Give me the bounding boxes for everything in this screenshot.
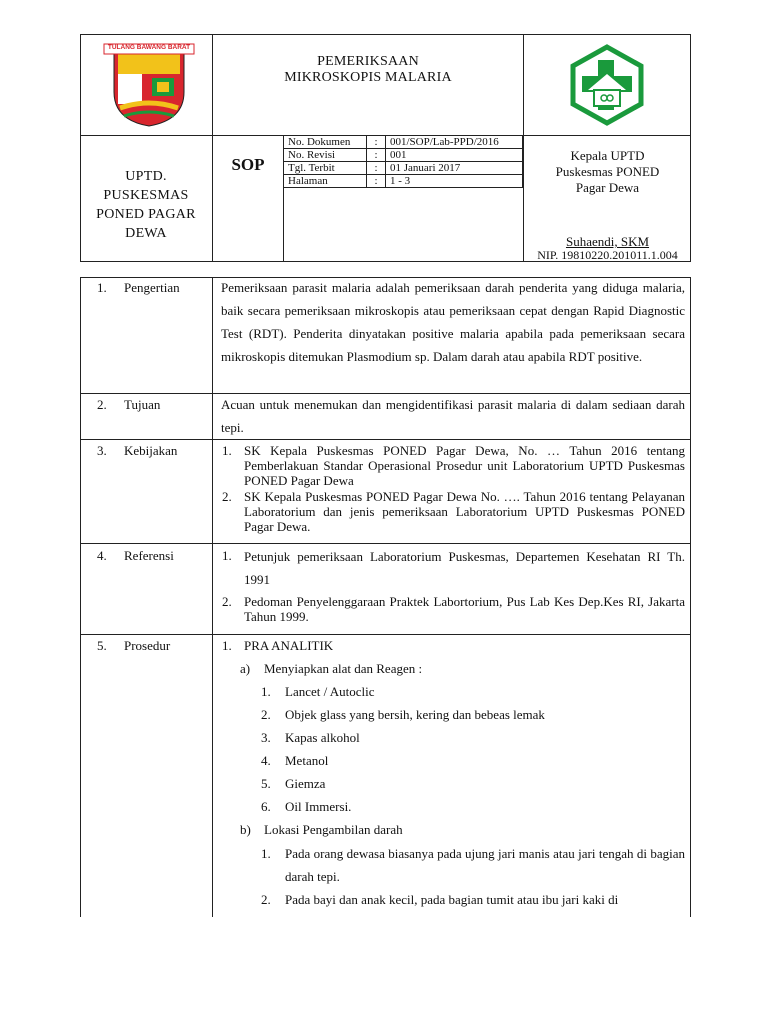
row-divider-4 (80, 634, 691, 635)
substep-letter: b) (240, 822, 251, 837)
signer-title-line1: Kepala UPTD (570, 148, 645, 163)
row-divider-3 (80, 543, 691, 544)
org-name-line3: PONED PAGAR (96, 207, 196, 222)
reagen-item: Metanol (285, 753, 329, 768)
list-item-number: 2. (222, 489, 232, 504)
meta-sep: : (367, 149, 386, 162)
list-item-number: 2. (261, 707, 271, 722)
list-item-number: 6. (261, 799, 271, 814)
meta-value: 01 Januari 2017 (386, 162, 523, 175)
meta-sep: : (367, 162, 386, 175)
meta-label: Tgl. Terbit (284, 162, 367, 175)
list-item-number: 4. (261, 753, 271, 768)
meta-row (284, 162, 523, 175)
puskesmas-logo (566, 44, 648, 126)
org-name-line4: DEWA (125, 226, 167, 241)
meta-row (284, 149, 523, 162)
section-number: 5. (97, 638, 107, 653)
signer-title-line3: Pagar Dewa (575, 180, 640, 195)
row-divider-2 (80, 439, 691, 440)
meta-row (284, 175, 523, 188)
signer-nip: NIP. 19810220.201011.1.004 (537, 248, 678, 262)
regency-logo (100, 42, 198, 128)
step-number: 1. (222, 638, 232, 653)
meta-value: 001/SOP/Lab-PPD/2016 (386, 136, 523, 149)
tujuan-text: Acuan untuk menemukan dan mengidentifikasi parasit malaria di dalam sediaan darah tepi. (221, 397, 685, 435)
substep-lokasi: Lokasi Pengambilan darah (264, 822, 403, 837)
logo-banner-text: TULANG BAWANG BARAT (107, 44, 191, 51)
list-item-number: 1. (261, 846, 271, 861)
meta-value: 1 - 3 (386, 175, 523, 188)
meta-label: No. Revisi (284, 149, 367, 162)
substep-alat-reagen: Menyiapkan alat dan Reagen : (264, 661, 423, 676)
reagen-item: Lancet / Autoclic (285, 684, 375, 699)
meta-label: Halaman (284, 175, 367, 188)
document-title-line2: MIKROSKOPIS MALARIA (284, 70, 452, 85)
section-number: 3. (97, 443, 107, 458)
lokasi-item-1: Pada orang dewasa biasanya pada ujung jari manis atau jari tengah di bagian darah tepi. (285, 846, 685, 884)
kebijakan-item-1: SK Kepala Puskesmas PONED Pagar Dewa, No. … Tahun 2016 tentang Pemberlakuan Standar Operasional Prosedur unit Laboratorium UPTD Puskesmas PONED Pagar Dewa (244, 443, 685, 488)
meta-sep: : (367, 136, 386, 149)
signer-title-line2: Puskesmas PONED (555, 164, 660, 179)
meta-row (284, 136, 523, 149)
sop-label: SOP (231, 155, 265, 174)
section-number: 1. (97, 280, 107, 295)
step-pra-analitik: PRA ANALITIK (244, 638, 334, 653)
meta-sep: : (367, 175, 386, 188)
reagen-item: Oil Immersi. (285, 799, 352, 814)
signer-name: Suhaendi, SKM (565, 234, 650, 249)
section-label-tujuan: Tujuan (124, 397, 161, 412)
substep-letter: a) (240, 661, 251, 676)
list-item-number: 1. (222, 548, 232, 563)
list-item-number: 2. (222, 594, 232, 609)
reagen-item: Objek glass yang bersih, kering dan bebeas lemak (285, 707, 545, 722)
document-title-line1: PEMERIKSAAN (317, 54, 419, 69)
list-item-number: 3. (261, 730, 271, 745)
list-item-number: 2. (261, 892, 271, 907)
body-col-line (212, 277, 213, 917)
reagen-item: Kapas alkohol (285, 730, 360, 745)
referensi-item-2: Pedoman Penyelenggaraan Praktek Labortorium, Pus Lab Kes Dep.Kes RI, Jakarta Tahun 1999. (244, 594, 685, 624)
reagen-item: Giemza (285, 776, 326, 791)
section-label-prosedur: Prosedur (124, 638, 171, 653)
list-item-number: 1. (261, 684, 271, 699)
pengertian-text: Pemeriksaan parasit malaria adalah pemeriksaan darah penderita yang diduga malaria, baik secara pemeriksaan mikroskopis atau pemeriksaan cepat dengan Rapid Diagnostic Test (RDT). Penderita dinyatakan positive malaria apabila pada pemeriksaan secara mikroskopis ditemukan Plasmodium sp. Dalam darah atau apabila RDT positive. (221, 280, 685, 364)
meta-label: No. Dokumen (284, 136, 367, 149)
section-number: 4. (97, 548, 107, 563)
list-item-number: 1. (222, 443, 232, 458)
org-name-line1: UPTD. (125, 169, 167, 184)
section-label-pengertian: Pengertian (124, 280, 180, 295)
section-label-kebijakan: Kebijakan (124, 443, 178, 458)
section-label-referensi: Referensi (124, 548, 174, 563)
section-number: 2. (97, 397, 107, 412)
referensi-item-1: Petunjuk pemeriksaan Laboratorium Puskesmas, Departemen Kesehatan RI Th. 1991 (244, 549, 685, 587)
lokasi-item-2: Pada bayi dan anak kecil, pada bagian tumit atau ibu jari kaki di (285, 892, 619, 907)
meta-value: 001 (386, 149, 523, 162)
kebijakan-item-2: SK Kepala Puskesmas PONED Pagar Dewa No. …. Tahun 2016 tentang Pelayanan Laboratorium dan jenis pemeriksaan Laboratorium UPTD Puskesmas PONED Pagar Dewa. (244, 489, 685, 534)
document-meta-table (283, 135, 523, 188)
org-name-line2: PUSKESMAS (103, 188, 189, 203)
list-item-number: 5. (261, 776, 271, 791)
